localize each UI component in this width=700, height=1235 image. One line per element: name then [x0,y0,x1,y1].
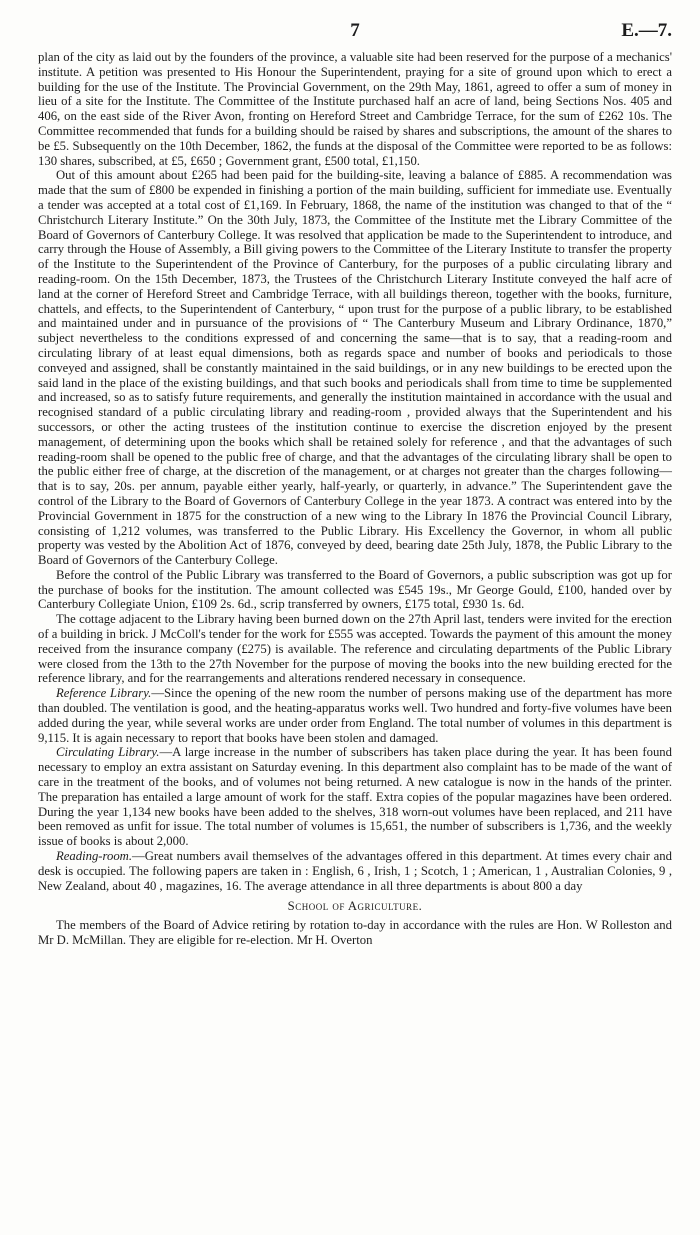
document-reference: E.—7. [621,20,672,41]
page-number: 7 [350,20,360,41]
document-body [38,50,672,948]
paragraph-reading-room [38,849,672,893]
reading-room-text: —Great numbers avail themselves of the advantages offered in this department. At times every chair and desk is occupied. The following papers are taken in : English, 6 , Irish, 1 ; Scotch, 1 ; American, 1 , Australian Colonies, 9 , New Zealand, about 40 , magazines, 16. The average attendance in all three departments is about 800 a day [38,849,672,893]
reference-library-heading: Reference Library. [56,686,152,701]
page-header [38,20,672,44]
section-heading-school-of-agriculture: School of Agriculture. [287,899,423,914]
paragraph-reference-library [38,686,672,745]
paragraph-circulating-library [38,745,672,849]
circulating-library-text: —A large increase in the number of subscribers has taken place during the year. It has been found necessary to employ an extra assistant on Saturday evening. In this department also complaint has to be made of the want of care in the treatment of the books, and of volumes not being returned. A new catalogue is now in the hands of the printer. The preparation has entailed a large amount of work for the staff. Extra copies of the popular magazines have been ordered. During the year 1,134 new books have been added to the shelves, 318 worn-out volumes have been replaced, and 211 have been removed as unfit for issue. The total number of volumes is 15,651, the number of subscribers is 1,736, and the weekly issue of books is about 2,000. [38,745,672,849]
paragraph-building-and-transfer: Out of this amount about £265 had been paid for the building-site, leaving a balance of £885. A recommendation was made that the sum of £800 be expended in finishing a portion of the main building, sufficient for immediate use. Eventually a tender was accepted at a total cost of £1,169. In February, 1868, the name of the institution was changed to that of the “ Christchurch Literary Institute.” On the 30th July, 1873, the Committee of the Institute met the Library Committee of the Board of Governors of Canterbury College. It was resolved that application be made to the Superintendent to introduce, and carry through the House of Assembly, a Bill giving powers to the Committee of the Literary Institute to transfer the property of the Institute to the Superintendent of the Province of Canterbury, for the purposes of a public circulating library and reading-room. On the 15th December, 1873, the Trustees of the Christchurch Literary Institute conveyed the half acre of land at the corner of Hereford Street and Cambridge Terrace, with all buildings thereon, together with the books, furniture, chattels, and effects, to the Superintendent of Canterbury, “ upon trust for the purpose of a public library, to be established and maintained under and in pursuance of the provisions of “ The Canterbury Museum and Library Ordinance, 1870,” subject nevertheless to the conditions expressed of and concerning the same—that is to say, that a reading-room and circulating library of at least equal dimensions, both as regards space and number of books and periodicals to those conveyed and assigned, shall be constantly maintained in the said buildings, or in any new buildings to be erected upon the said land in the place of the existing buildings, and that such books and periodicals shall from time to time be supplemented and increased, so as to satisfy future requirements, and generally the institution maintained in accordance with the usual and recognised standard of a public circulating library and reading-room , provided always that the Superintendent and his successors, or other the acting trustees of the institution continue to exercise the discretion enjoyed by the present management, of determining upon the books which shall be retained solely for reference , and that the advantages of such reading-room shall be opened to the public free of charge, and that the advantages of the circulating library shall be open to the public either free of charge, at the discretion of the management, or at charges not greater than the charges following—that is to say, 20s. per annum, payable either yearly, half-yearly, or quarterly, in advance.” The Superintendent gave the control of the Library to the Board of Governors of Canterbury College in the year 1873. A contract was entered into by the Provincial Government in 1875 for the construction of a new wing to the Library In 1876 the Provincial Council Library, consisting of 1,212 volumes, was transferred to the Public Library. His Excellency the Governor, in whom all public property was vested by the Abolition Act of 1876, conveyed by deed, bearing date 25th July, 1878, the Public Library to the Board of Governors of the Canterbury College. [38,168,672,568]
reference-library-text: —Since the opening of the new room the number of persons making use of the department has more than doubled. The ventilation is good, and the heating-apparatus works well. Two hundred and forty-five volumes have been added during the year, while several works are under order from England. The total number of volumes in this department is 9,115. It is again necessary to report that books have been stolen and damaged. [38,686,672,745]
paragraph-cottage-fire: The cottage adjacent to the Library having been burned down on the 27th April last, tenders were invited for the erection of a building in brick. J McColl's tender for the work for £555 was accepted. Towards the payment of this amount the money received from the insurance company (£275) is available. The reference and circulating departments of the Public Library were closed from the 13th to the 27th November for the purpose of moving the books into the new building erected for the reference library, and for the rearrangements and alterations rendered necessary in consequence. [38,612,672,686]
reading-room-heading: Reading-room. [56,849,132,864]
paragraph-board-of-advice: The members of the Board of Advice retiring by rotation to-day in accordance with the rules are Hon. W Rolleston and Mr D. McMillan. They are eligible for re-election. Mr H. Overton [38,918,672,948]
paragraph-site-history: plan of the city as laid out by the founders of the province, a valuable site had been reserved for the purpose of a mechanics' institute. A petition was presented to His Honour the Superintendent, praying for a site of ground upon which to erect a building for the use of the Institute. The Provincial Government, on the 29th May, 1861, agreed to offer a sum of money in lieu of a site for the Institute. The Committee of the Institute purchased half an acre of land, being Sections Nos. 405 and 406, on the east side of the River Avon, fronting on Hereford Street and Cambridge Terrace, for the sum of £262 10s. The Committee recommended that funds for a building should be raised by shares and subscriptions, the amount of the shares to be £5. Subsequently on the 10th December, 1862, the funds at the disposal of the Committee were reported to be as follows: 130 shares, subscribed, at £5, £650 ; Government grant, £500 total, £1,150. [38,50,672,168]
paragraph-public-subscription: Before the control of the Public Library was transferred to the Board of Governors, a public subscription was got up for the purchase of books for the institution. The amount collected was £545 19s., Mr George Gould, £100, handed over by Canterbury Collegiate Union, £109 2s. 6d., scrip transferred by owners, £175 total, £930 1s. 6d. [38,567,672,612]
circulating-library-heading: Circulating Library. [56,745,160,760]
